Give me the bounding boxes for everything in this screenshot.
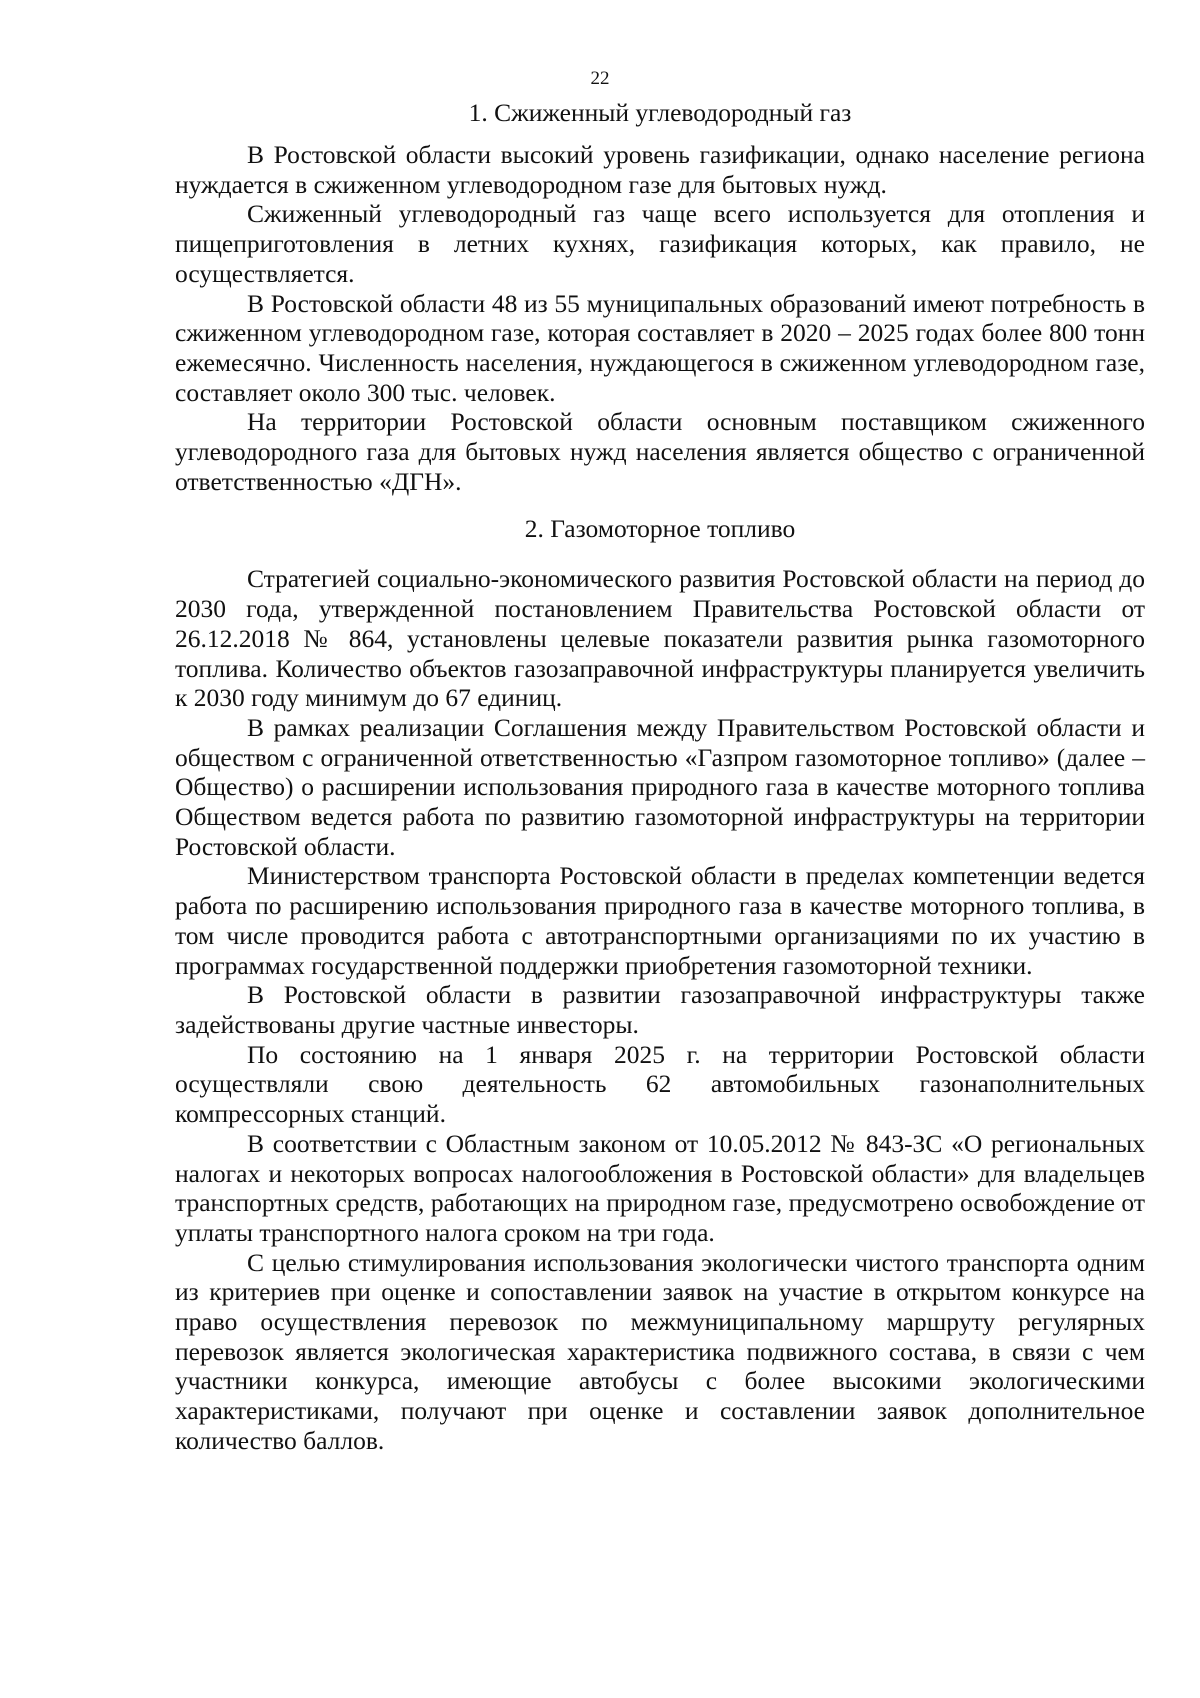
- paragraph: По состоянию на 1 января 2025 г. на территории Ростовской области осуществляли свою деятельность 62 автомобильных газонаполнительных компрессорных станций.: [175, 1039, 1145, 1129]
- paragraph: С целью стимулирования использования экологически чистого транспорта одним из критериев при оценке и сопоставлении заявок на участие в открытом конкурсе на право осуществления перевозок по межмуниципальному маршруту регулярных перевозок является экологическая характеристика подвижного состава, в связи с чем участники конкурса, имеющие автобусы с более высокими экологическими характеристиками, получают при оценке и составлении заявок дополнительное количество баллов.: [175, 1247, 1145, 1455]
- paragraph: В соответствии с Областным законом от 10.05.2012 № 843-ЗС «О региональных налогах и некоторых вопросах налогообложения в Ростовской области» для владельцев транспортных средств, работающих на природном газе, предусмотрено освобождение от уплаты транспортного налога сроком на три года.: [175, 1128, 1145, 1247]
- section-lpg: [175, 98, 1145, 496]
- paragraph: В рамках реализации Соглашения между Правительством Ростовской области и обществом с ограниченной ответственностью «Газпром газомоторное топливо» (далее – Общество) о расширении использования природного газа в качестве моторного топлива Обществом ведется работа по развитию газомоторной инфраструктуры на территории Ростовской области.: [175, 712, 1145, 861]
- paragraph: Сжиженный углеводородный газ чаще всего используется для отопления и пищеприготовления в летних кухнях, газификация которых, как правило, не осуществляется.: [175, 199, 1145, 288]
- paragraph: В Ростовской области в развитии газозаправочной инфраструктуры также задействованы другие частные инвесторы.: [175, 980, 1145, 1039]
- paragraph: На территории Ростовской области основным поставщиком сжиженного углеводородного газа для бытовых нужд населения является общество с ограниченной ответственностью «ДГН».: [175, 407, 1145, 496]
- paragraph: Стратегией социально-экономического развития Ростовской области на период до 2030 года, утвержденной постановлением Правительства Ростовской области от 26.12.2018 № 864, установлены целевые показатели развития рынка газомоторного топлива. Количество объектов газозаправочной инфраструктуры планируется увеличить к 2030 году минимум до 67 единиц.: [175, 564, 1145, 713]
- section-gas-motor-fuel: [175, 514, 1145, 1455]
- paragraph: Министерством транспорта Ростовской области в пределах компетенции ведется работа по расширению использования природного газа в качестве моторного топлива, в том числе проводится работа с автотранспортными организациями по их участию в программах государственной поддержки приобретения газомоторной техники.: [175, 861, 1145, 980]
- paragraph: В Ростовской области высокий уровень газификации, однако население региона нуждается в сжиженном углеводородном газе для бытовых нужд.: [175, 140, 1145, 199]
- paragraph: В Ростовской области 48 из 55 муниципальных образований имеют потребность в сжиженном углеводородном газе, которая составляет в 2020 – 2025 годах более 800 тонн ежемесячно. Численность населения, нуждающегося в сжиженном углеводородном газе, составляет около 300 тыс. человек.: [175, 288, 1145, 407]
- document-content: [175, 98, 1145, 1456]
- section-title-lpg: 1. Сжиженный углеводородный газ: [468, 98, 852, 127]
- section-title-gas-motor-fuel: 2. Газомоторное топливо: [524, 514, 796, 544]
- page-number: 22: [590, 68, 610, 89]
